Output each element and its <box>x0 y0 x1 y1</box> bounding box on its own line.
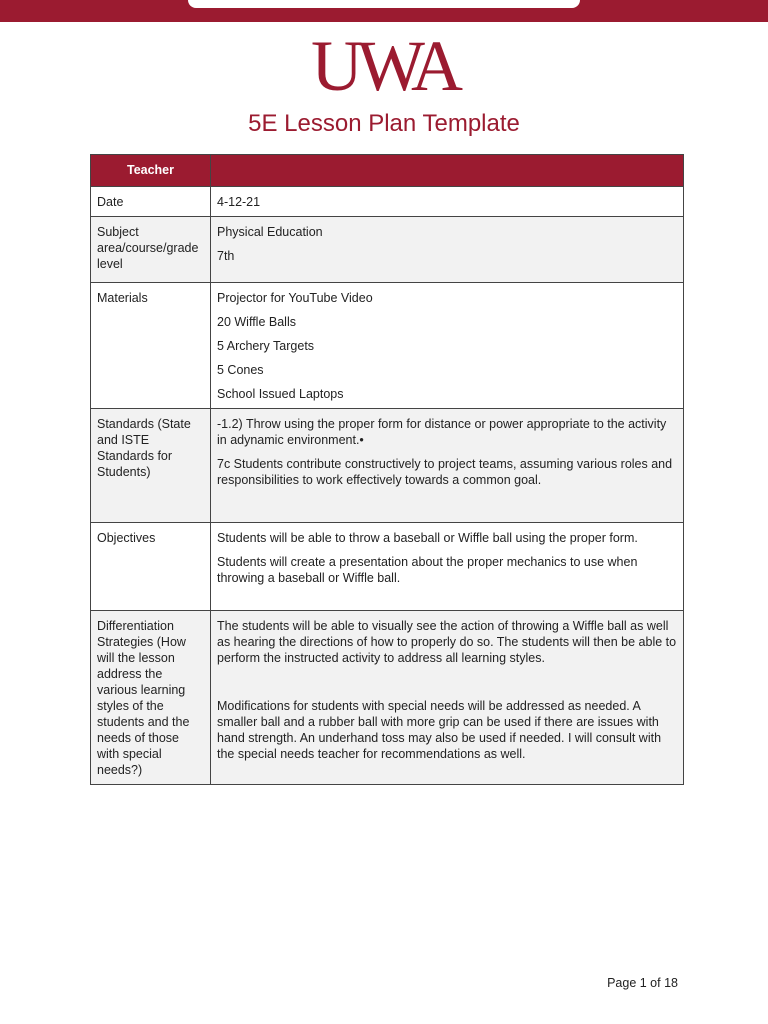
teacher-value <box>211 155 684 187</box>
page-title: 5E Lesson Plan Template <box>248 110 520 137</box>
table-row-objectives <box>91 523 684 611</box>
row-value-line: -1.2) Throw using the proper form for distance or power appropriate to the activity in adynamic environment.• <box>217 417 667 447</box>
row-label: Subject area/course/grade level <box>91 217 211 283</box>
teacher-label: Teacher <box>91 155 211 187</box>
row-value-line: Modifications for students with special needs will be addressed as needed. A smaller ball and a rubber ball with more grip can be used if there are issues with hand strength. An underhand toss may also be used if needed. I will consult with the special needs teacher for recommendations as well. <box>217 699 662 761</box>
table-header-row <box>91 155 684 187</box>
row-value <box>211 187 684 217</box>
row-value-line: School Issued Laptops <box>217 387 344 401</box>
top-banner <box>0 0 768 22</box>
lesson-plan-table <box>90 154 684 785</box>
row-value <box>211 523 684 611</box>
uwa-logo: UWA <box>311 26 457 106</box>
row-value <box>211 409 684 523</box>
table-row-date <box>91 187 684 217</box>
row-value <box>211 217 684 283</box>
row-value-line: Students will create a presentation about the proper mechanics to use when throwing a baseball or Wiffle ball. <box>217 555 638 585</box>
row-value-line: Physical Education <box>217 225 323 239</box>
top-banner-tab <box>188 0 580 8</box>
table-row-materials <box>91 283 684 409</box>
row-label: Differentiation Strategies (How will the lesson address the various learning styles of the students and the needs of those with special needs?) <box>91 611 211 785</box>
table-row-standards <box>91 409 684 523</box>
row-value <box>211 283 684 409</box>
row-value-line: 5 Archery Targets <box>217 339 315 353</box>
row-value-line: 7c Students contribute constructively to project teams, assuming various roles and responsibilities to work effectively towards a common goal. <box>217 457 673 487</box>
row-value-line: 7th <box>217 249 235 263</box>
row-label: Date <box>91 187 211 217</box>
table-row-differentiation <box>91 611 684 785</box>
row-value-line: 20 Wiffle Balls <box>217 315 296 329</box>
page-number: Page 1 of 18 <box>607 976 678 990</box>
row-label: Materials <box>91 283 211 409</box>
row-label: Standards (State and ISTE Standards for Students) <box>91 409 211 523</box>
row-value-line: 5 Cones <box>217 363 264 377</box>
row-value-line: Projector for YouTube Video <box>217 291 373 305</box>
table-row-subject <box>91 217 684 283</box>
row-value-line: The students will be able to visually see the action of throwing a Wiffle ball as well as hearing the directions of how to properly do so. The students will then be able to perform the instructed activity to address all learning styles. <box>217 619 677 665</box>
row-value <box>211 611 684 785</box>
row-label: Objectives <box>91 523 211 611</box>
row-value-line: 4-12-21 <box>217 195 261 209</box>
row-value-line: Students will be able to throw a baseball or Wiffle ball using the proper form. <box>217 531 638 545</box>
